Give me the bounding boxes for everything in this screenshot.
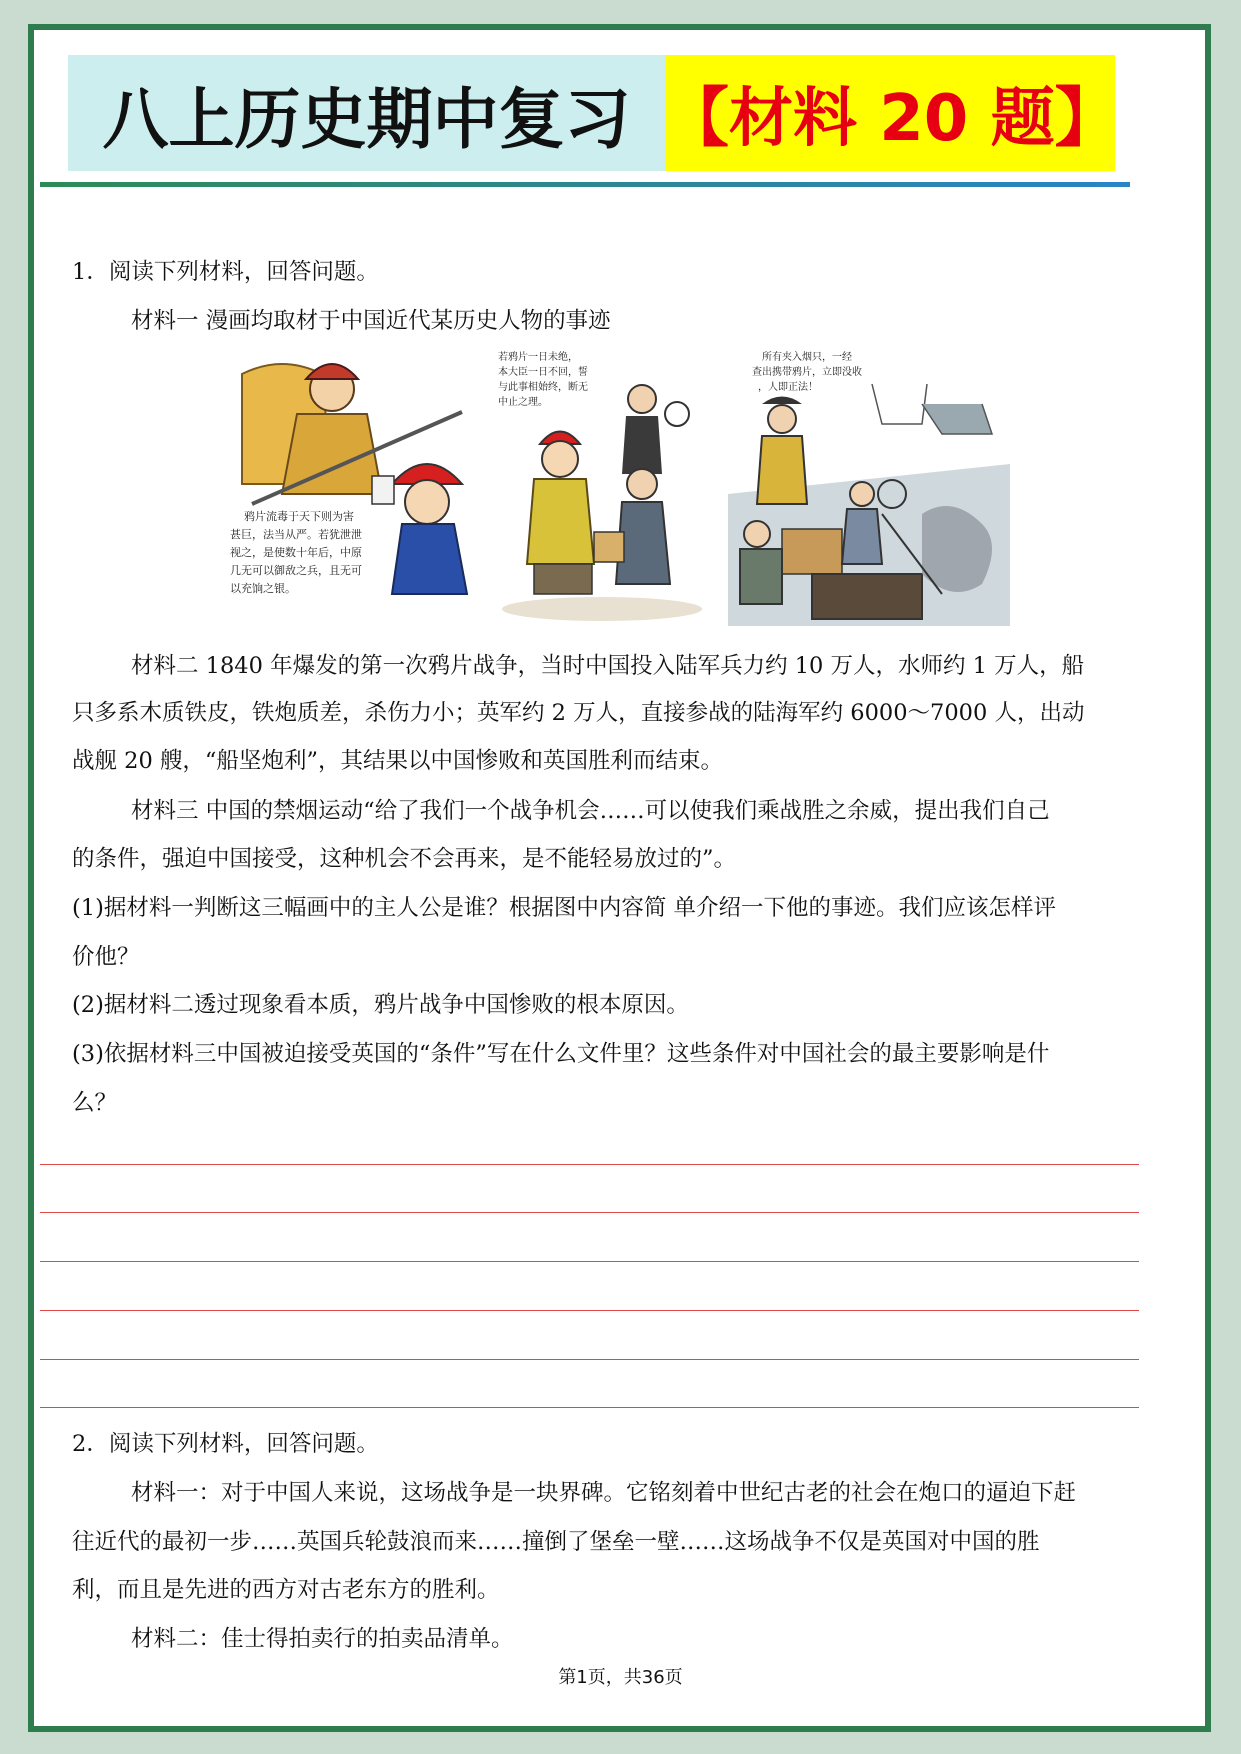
comic-caption-2-line-4: 中止之理。 [498,397,548,408]
q1-sub2: (2)据材料二透过现象看本质，鸦片战争中国惨败的根本原因。 [72,992,689,1018]
comic-caption-2-line-2: 本大臣一日不回，誓 [498,367,588,378]
comic-panel-2 [490,344,720,626]
answer-line[interactable] [40,1359,1139,1360]
answer-line[interactable] [40,1261,1139,1262]
q1-sub1-line-2: 价他？ [72,944,140,970]
q2-intro: 2．阅读下列材料，回答问题。 [72,1431,379,1457]
q2-material-2: 材料二：佳士得拍卖行的拍卖品清单。 [131,1626,514,1652]
q1-intro: 1．阅读下列材料，回答问题。 [72,259,379,285]
q1-material-2-line-2: 只多系木质铁皮，铁炮质差，杀伤力小；英军约 2 万人，直接参战的陆海军约 6000～7000 人，出动 [72,700,1085,726]
answer-line[interactable] [40,1164,1139,1165]
comic-caption-2-line-3: 与此事相始终，断无 [498,382,588,393]
q2-material-1-line-3: 利，而且是先进的西方对古老东方的胜利。 [72,1577,500,1603]
q1-material-3-line-1: 材料三 中国的禁烟运动“给了我们一个战争机会……可以使我们乘战胜之余威，提出我们自己 [131,798,1050,824]
answer-line[interactable] [40,1212,1139,1213]
q1-material-1: 材料一 漫画均取材于中国近代某历史人物的事迹 [131,308,611,334]
answer-line[interactable] [40,1407,1139,1408]
comic-caption-3-line-1: 所有夹入烟只，一经 [762,352,852,363]
q1-sub3-line-2: 么？ [72,1090,118,1116]
q1-material-3-line-2: 的条件，强迫中国接受，这种机会不会再来，是不能轻易放过的”。 [72,846,737,872]
q2-material-1-line-1: 材料一：对于中国人来说，这场战争是一块界碑。它铭刻着中世纪古老的社会在炮口的逼迫下赶 [131,1480,1077,1506]
comic-caption-3-line-3: ，人即正法！ [758,382,818,393]
comic-caption-1-line-2: 甚巨，法当从严。若犹泄泄 [230,528,362,541]
comic-panel-3 [728,344,1010,626]
comic-illustrations [222,344,1010,626]
comic-caption-1-line-5: 以充饷之银。 [230,582,296,595]
answer-line[interactable] [40,1310,1139,1311]
title-divider [40,182,1130,187]
q1-material-2-line-1: 材料二 1840 年爆发的第一次鸦片战争，当时中国投入陆军兵力约 10 万人，水师约 1 万人，船 [131,653,1085,679]
page-number: 第1页，共36页 [558,1667,683,1688]
title-banner [68,55,1119,171]
comic-caption-1-line-4: 几无可以御敌之兵，且无可 [230,564,362,577]
q1-sub1-line-1: (1)据材料一判断这三幅画中的主人公是谁？根据图中内容简 单介绍一下他的事迹。我们应该怎样评 [72,895,1057,921]
comic-panel-1 [222,344,482,626]
comic-caption-1-line-1: 鸦片流毒于天下则为害 [244,510,354,523]
q1-material-2-line-3: 战舰 20 艘，“船坚炮利”，其结果以中国惨败和英国胜利而结束。 [72,748,723,774]
q2-material-1-line-2: 往近代的最初一步……英国兵轮鼓浪而来……撞倒了堡垒一壁……这场战争不仅是英国对中国的胜 [72,1529,1040,1555]
q1-sub3-line-1: (3)依据材料三中国被迫接受英国的“条件”写在什么文件里？这些条件对中国社会的最主要影响是什 [72,1041,1050,1067]
page-title: 八上历史期中复习 [68,55,665,171]
title-tag: 【材料 20 题】 [665,55,1115,171]
comic-caption-3-line-2: 查出携带鸦片，立即没收 [752,367,862,378]
comic-caption-1-line-3: 视之，是使数十年后，中原 [230,546,362,559]
comic-caption-2-line-1: 若鸦片一日未绝， [498,352,578,363]
